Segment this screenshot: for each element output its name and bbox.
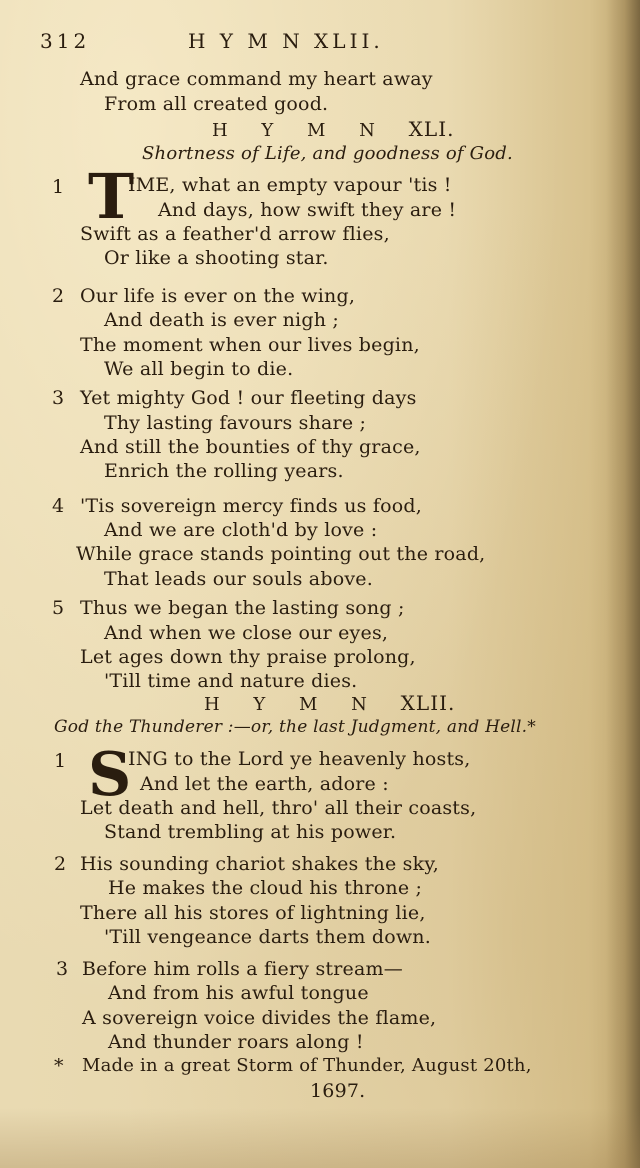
drop-cap: T [88,160,135,233]
verse-line: There all his stores of lightning lie, [80,902,426,924]
verse-line: And days, how swift they are ! [158,199,457,221]
verse-line: Let ages down thy praise prolong, [80,646,416,668]
prev-line-2: From all created good. [104,93,329,115]
page-number: 312 [40,29,91,53]
verse-line: Stand trembling at his power. [104,821,397,843]
verse-line: Let death and hell, thro' all their coasts, [80,797,477,819]
hymn-42-subtitle: God the Thunderer :—or, the last Judgment, and Hell.* [54,717,536,737]
footnote-year: 1697. [310,1080,366,1102]
verse-line: And let the earth, adore : [140,773,389,795]
verse-line: A sovereign voice divides the flame, [82,1007,437,1029]
verse-line: Thus we began the lasting song ; [80,597,405,619]
verse-line: Or like a shooting star. [104,247,329,269]
verse-line: Swift as a feather'd arrow flies, [80,223,390,245]
verse-line: And we are cloth'd by love : [104,519,378,541]
drop-cap: S [88,740,132,810]
verse-number: 3 [56,958,69,980]
verse-number: 1 [54,750,67,772]
verse-number: 5 [52,597,65,619]
prev-line-1: And grace command my heart away [80,68,433,90]
verse-line: And thunder roars along ! [108,1031,364,1053]
verse-line: 'Tis sovereign mercy finds us food, [80,495,422,517]
verse-line: That leads our souls above. [104,568,373,590]
verse-number: 3 [52,387,65,409]
verse-line: While grace stands pointing out the road, [76,543,486,565]
verse-line: 'Till vengeance darts them down. [104,926,431,948]
verse-line: And death is ever nigh ; [104,309,339,331]
hymn-41-title: H Y M N XLI. [212,117,455,141]
page-edge-shadow [606,0,640,1168]
verse-line: IME, what an empty vapour 'tis ! [128,174,452,196]
verse-line: He makes the cloud his throne ; [108,877,423,899]
verse-line: His sounding chariot shakes the sky, [80,853,439,875]
verse-line: And when we close our eyes, [104,622,389,644]
verse-line: And from his awful tongue [108,982,369,1004]
verse-number: 1 [52,176,65,198]
hymn-41-subtitle: Shortness of Life, and goodness of God. [142,143,513,164]
verse-number: 2 [54,853,67,875]
footnote-text: Made in a great Storm of Thunder, August 20th, [82,1055,532,1076]
verse-line: Thy lasting favours share ; [104,412,367,434]
verse-line: Our life is ever on the wing, [80,285,356,307]
verse-line: 'Till time and nature dies. [104,670,358,692]
verse-line: ING to the Lord ye heavenly hosts, [128,748,471,770]
verse-number: 2 [52,285,65,307]
verse-line: And still the bounties of thy grace, [80,436,421,458]
verse-line: We all begin to die. [104,358,294,380]
verse-line: Before him rolls a fiery stream— [82,958,403,980]
page-bottom-shadow [0,1108,640,1168]
hymn-42-title: H Y M N XLII. [204,691,456,715]
verse-line: The moment when our lives begin, [80,334,420,356]
footnote-marker: * [54,1055,64,1077]
verse-number: 4 [52,495,65,517]
verse-line: Yet mighty God ! our fleeting days [80,387,417,409]
verse-line: Enrich the rolling years. [104,460,344,482]
running-title: H Y M N XLII. [188,29,384,53]
